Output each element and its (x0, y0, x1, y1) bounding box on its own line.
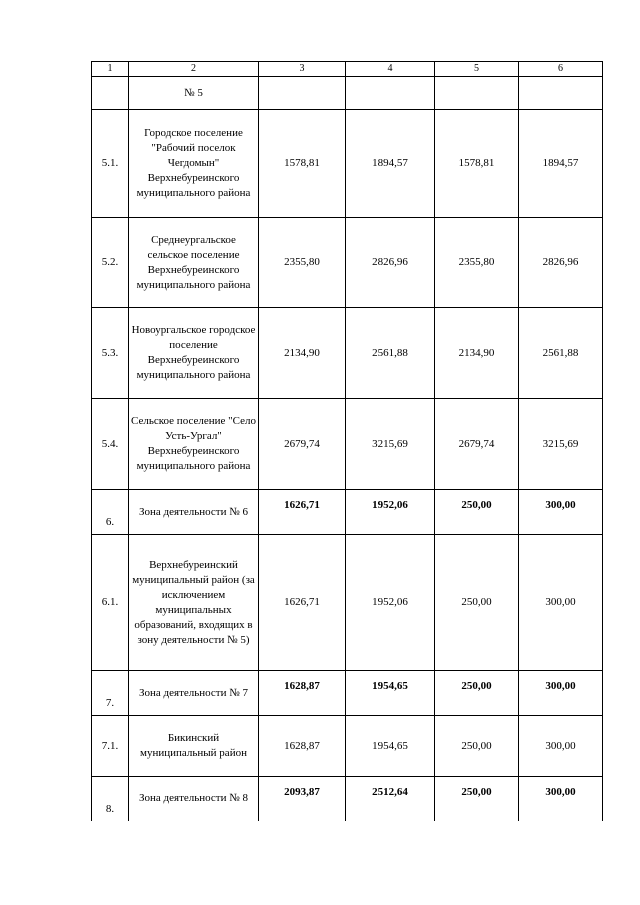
value-cell: 300,00 (519, 777, 603, 821)
value-cell: 1578,81 (259, 110, 346, 218)
value-cell (346, 77, 435, 110)
row-number: 6.1. (92, 535, 129, 671)
table-row (92, 308, 603, 399)
row-name: Среднеургальское сельское поселение Верхнебуреинского муниципального района (129, 218, 259, 308)
zone-row (92, 777, 603, 821)
row-number (92, 77, 129, 110)
value-cell: 1628,87 (259, 716, 346, 777)
value-cell: 1626,71 (259, 490, 346, 535)
value-cell: 2355,80 (435, 218, 519, 308)
row-name: Бикинский муниципальный район (129, 716, 259, 777)
header-row (92, 62, 603, 77)
value-cell: 2679,74 (435, 399, 519, 490)
value-cell: 1894,57 (346, 110, 435, 218)
value-cell (259, 77, 346, 110)
row-number: 5.2. (92, 218, 129, 308)
zone-row (92, 671, 603, 716)
row-name: Зона деятельности № 8 (129, 777, 259, 821)
value-cell: 250,00 (435, 490, 519, 535)
value-cell: 300,00 (519, 716, 603, 777)
value-cell: 1954,65 (346, 671, 435, 716)
value-cell: 1952,06 (346, 490, 435, 535)
value-cell: 2826,96 (519, 218, 603, 308)
header-cell: 5 (435, 62, 519, 77)
value-cell: 1952,06 (346, 535, 435, 671)
row-name: Верхнебуреинский муниципальный район (за исключением муниципальных образований, входящих в зону деятельности № 5) (129, 535, 259, 671)
row-number: 5.4. (92, 399, 129, 490)
table-row (92, 535, 603, 671)
value-cell (519, 77, 603, 110)
row-number: 7. (92, 671, 129, 716)
value-cell: 250,00 (435, 671, 519, 716)
value-cell: 2561,88 (519, 308, 603, 399)
value-cell: 1578,81 (435, 110, 519, 218)
row-name: Зона деятельности № 6 (129, 490, 259, 535)
value-cell: 2561,88 (346, 308, 435, 399)
value-cell: 2134,90 (259, 308, 346, 399)
value-cell: 1894,57 (519, 110, 603, 218)
value-cell (435, 77, 519, 110)
header-cell: 6 (519, 62, 603, 77)
table-row (92, 77, 603, 110)
table-row (92, 218, 603, 308)
row-number: 7.1. (92, 716, 129, 777)
header-cell: 1 (92, 62, 129, 77)
value-cell: 250,00 (435, 716, 519, 777)
row-number: 5.1. (92, 110, 129, 218)
value-cell: 300,00 (519, 490, 603, 535)
value-cell: 3215,69 (346, 399, 435, 490)
value-cell: 1628,87 (259, 671, 346, 716)
value-cell: 2826,96 (346, 218, 435, 308)
row-number: 6. (92, 490, 129, 535)
value-cell: 2134,90 (435, 308, 519, 399)
value-cell: 300,00 (519, 535, 603, 671)
value-cell: 300,00 (519, 671, 603, 716)
header-cell: 3 (259, 62, 346, 77)
value-cell: 1954,65 (346, 716, 435, 777)
table-row (92, 399, 603, 490)
value-cell: 2512,64 (346, 777, 435, 821)
row-number: 5.3. (92, 308, 129, 399)
tariff-table (91, 61, 603, 821)
value-cell: 2093,87 (259, 777, 346, 821)
row-name: Городское поселение "Рабочий поселок Чегдомын" Верхнебуреинского муниципального района (129, 110, 259, 218)
value-cell: 3215,69 (519, 399, 603, 490)
row-name: Зона деятельности № 7 (129, 671, 259, 716)
row-number: 8. (92, 777, 129, 821)
row-name: Сельское поселение "Село Усть-Ургал" Верхнебуреинского муниципального района (129, 399, 259, 490)
row-name: № 5 (129, 77, 259, 110)
value-cell: 250,00 (435, 535, 519, 671)
value-cell: 250,00 (435, 777, 519, 821)
header-cell: 4 (346, 62, 435, 77)
zone-row (92, 490, 603, 535)
value-cell: 2679,74 (259, 399, 346, 490)
row-name: Новоургальское городское поселение Верхнебуреинского муниципального района (129, 308, 259, 399)
table-row (92, 110, 603, 218)
header-cell: 2 (129, 62, 259, 77)
value-cell: 1626,71 (259, 535, 346, 671)
table-row (92, 716, 603, 777)
value-cell: 2355,80 (259, 218, 346, 308)
